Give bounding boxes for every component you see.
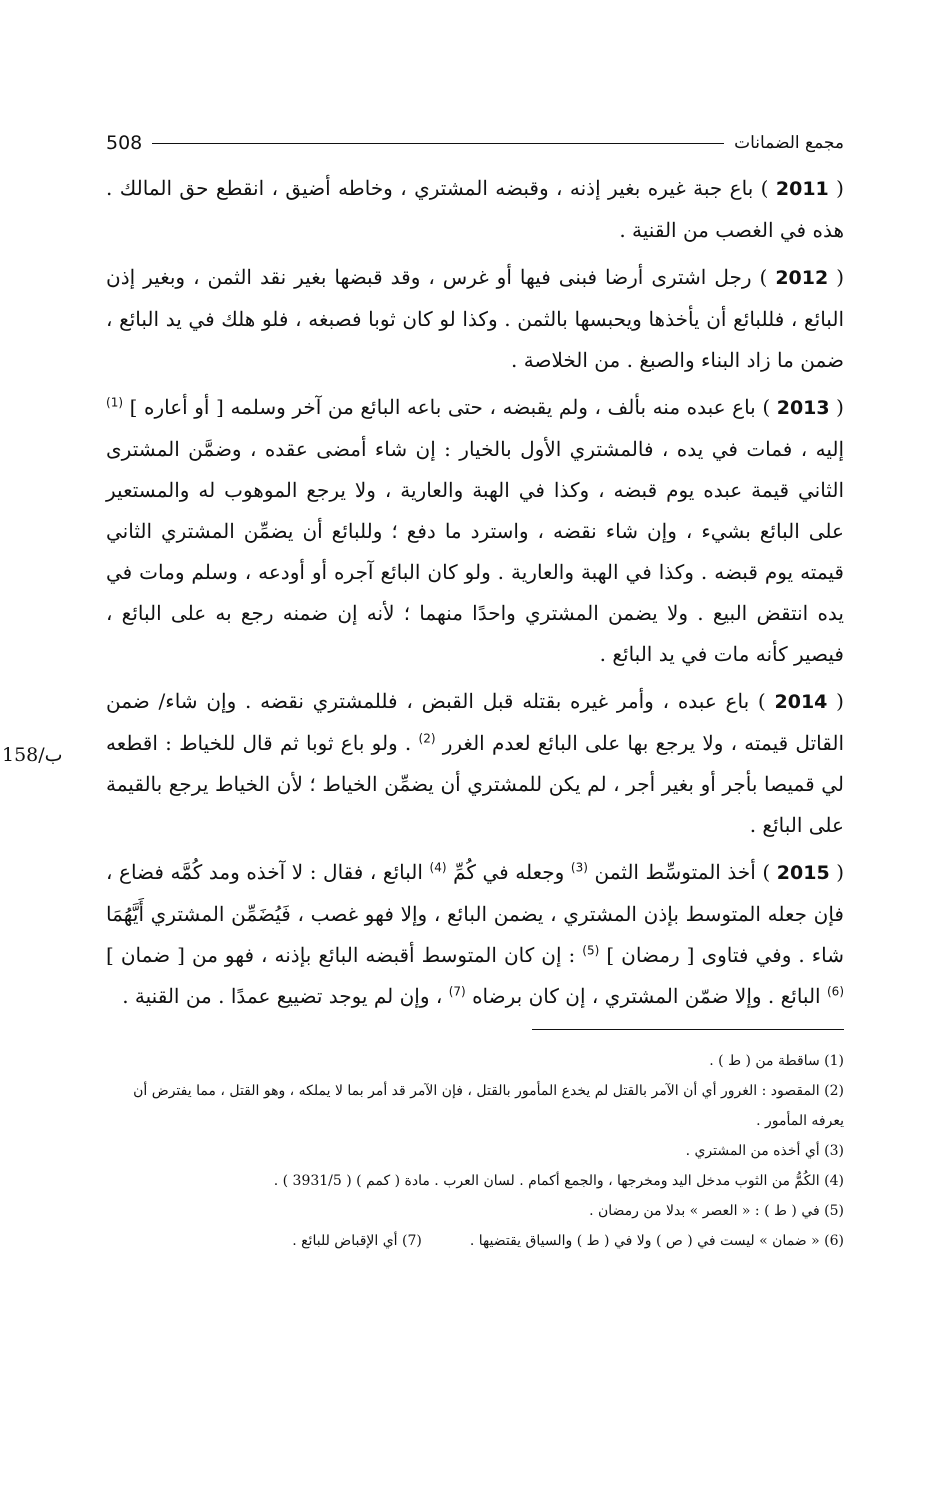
entry-text: إليه ، فمات في يده ، فالمشتري الأول بالخيار : إن شاء أمضى عقده ، وضمَّن المشترى الثاني قيمة عبده يوم قبضه ، وكذا في الهبة والعارية ، ولا يرجع الموهوب له والمستعير على البائع بشيء ، وإن شاء نقضه ، واسترد ما دفع ؛ وللبائع أن يضمِّن المشتري الثاني قيمته يوم قبضه . وكذا في الهبة والعارية . ولو كان البائع آجره أو أودعه ، وسلم ومات في يده انتقض البيع . ولا يضمن المشتري واحدًا منهما ؛ لأنه إن ضمنه رجع به على البائع ، فيصير كأنه مات في يد البائع . (106, 437, 845, 666)
footnote-1: (1) ساقطة من ( ط ) . (709, 1053, 844, 1069)
entry-text: وجعله في كُمِّ (453, 860, 565, 884)
footnote-separator (532, 1029, 844, 1030)
entry-2012: ( 2012 ) رجل اشترى أرضا فبنى فيها أو غرس ، وقد قبضها بغير نقد الثمن ، وبغير إذن البائع ، فللبائع أن يأخذها ويحبسها بالثمن . وكذا لو كان ثوبا فصبغه ، فلو هلك في يد البائع ، ضمن ما زاد البناء والصبغ . من الخلاصة . (106, 265, 844, 372)
entry-text: . ولو باع ثوبا ثم قال للخياط : اقطعه لي قميصا بأجر أو بغير أجر ، لم يكن للمشتري أن يضمِّن الخياط ؛ لأن الخياط يرجع بالقيمة على البائع . (106, 731, 844, 837)
entry-text: رجل اشترى أرضا فبنى فيها أو غرس ، وقد قبضها بغير نقد الثمن ، وبغير إذن البائع ، فللبائع أن يأخذها ويحبسها بالثمن . وكذا لو كان ثوبا فصبغه ، فلو هلك في يد البائع ، ضمن ما زاد البناء والصبغ . من الخلاصة . (106, 265, 844, 372)
entry-number: 2013 (776, 397, 830, 419)
entry-number: 2011 (775, 178, 829, 200)
footnote-2: (2) المقصود : الغرور أي أن الآمر بالقتل لم يخدع المأمور بالقتل ، فإن الآمر قد أمر بما لا يملكه ، وهو القتل ، مما يفترض أن يعرفه المأمور . (133, 1083, 844, 1129)
running-header (106, 126, 844, 160)
entry-text: البائع ، فقال : لا آخذه ومد كُمَّه فضاع ، فإن جعله المتوسط بإذن المشتري ، يضمن البائع ، وإلا فهو غصب ، فَيُضَمِّن المشتري أَيَّهُمَا شاء . وفي فتاوى [ رمضان ] (106, 860, 844, 967)
footnote-marker: (1) (106, 395, 124, 410)
header-rule (152, 143, 724, 144)
entry-text: : إن كان المتوسط أقبضه البائع بإذنه ، فهو من [ ضمان ] (106, 943, 576, 967)
entry-2014: ( 2014 ) باع عبده ، وأمر غيره بقتله قبل القبض ، فللمشتري نقضه . وإن شاء/ ضمن القاتل قيمته ، ولا يرجع بها على البائع لعدم الغرر $^{(2)}$ . ولو باع ثوبا ثم قال للخياط : اقطعه لي قميصا بأجر أو بغير أجر ، لم يكن للمشتري أن يضمِّن الخياط ؛ لأن الخياط يرجع بالقيمة على البائع . (106, 689, 845, 837)
footnote-5: (5) في ( ط ) : « العصر » بدلا من رمضان . (589, 1203, 844, 1219)
entry-2011: ( 2011 ) باع جبة غيره بغير إذنه ، وقبضه المشتري ، وخاطه أضيق ، انقطع حق المالك . هذه في الغصب من القنية . (106, 176, 844, 242)
footnote-marker: (6) (826, 984, 844, 999)
footnote-marker: (5) (582, 943, 600, 958)
main-text (106, 168, 844, 1017)
entry-text: باع عبده منه بألف ، ولم يقبضه ، حتى باعه البائع من آخر وسلمه [ أو أعاره ] (129, 395, 756, 419)
footnote-marker: (3) (570, 860, 588, 875)
entry-text: ، وإن لم يوجد تضييع عمدًا . من القنية . (122, 984, 443, 1008)
entry-text: باع عبده ، وأمر غيره بقتله قبل القبض ، فللمشتري نقضه . وإن شاء/ ضمن القاتل قيمته ، ولا يرجع بها على البائع لعدم الغرر (106, 689, 845, 755)
footnote-4: (4) الكُمُّ من الثوب مدخل اليد ومخرجها ، والجمع أكمام . لسان العرب . مادة ( كمم ) ( 3931/5 ) . (273, 1173, 844, 1189)
margin-folio-note: 158/ب (2, 744, 63, 766)
book-page (2, 126, 845, 1256)
entry-2013: ( 2013 ) باع عبده منه بألف ، ولم يقبضه ، حتى باعه البائع من آخر وسلمه [ أو أعاره ] $^{(1)}$ إليه ، فمات في يده ، فالمشتري الأول بالخيار : إن شاء أمضى عقده ، وضمَّن المشترى الثاني قيمة عبده يوم قبضه ، وكذا في الهبة والعارية ، ولا يرجع الموهوب له والمستعير على البائع بشيء ، وإن شاء نقضه ، واسترد ما دفع ؛ وللبائع أن يضمِّن المشتري الثاني قيمته يوم قبضه . وكذا في الهبة والعارية . ولو كان البائع آجره أو أودعه ، وسلم ومات في يده انتقض البيع . ولا يضمن المشتري واحدًا منهما ؛ لأنه إن ضمنه رجع به على البائع ، فيصير كأنه مات في يد البائع . (106, 395, 845, 666)
entry-text: باع جبة غيره بغير إذنه ، وقبضه المشتري ، وخاطه أضيق ، انقطع حق المالك . هذه في الغصب من القنية . (106, 176, 844, 242)
entry-text: أخذ المتوسِّط الثمن (594, 860, 756, 884)
footnote-row (106, 1136, 844, 1166)
footnote-marker: (2) (418, 731, 436, 746)
footnotes (106, 1046, 844, 1256)
footnote-marker: (4) (429, 860, 447, 875)
entry-number: 2012 (775, 267, 829, 289)
entry-2015: ( 2015 ) أخذ المتوسِّط الثمن $^{(3)}$ وجعله في كُمِّ $^{(4)}$ البائع ، فقال : لا آخذه ومد كُمَّه فضاع ، فإن جعله المتوسط بإذن المشتري ، يضمن البائع ، وإلا فهو غصب ، فَيُضَمِّن المشتري أَيَّهُمَا شاء . وفي فتاوى [ رمضان ] $^{(5)}$ : إن كان المتوسط أقبضه البائع بإذنه ، فهو من [ ضمان ] $^{(6)}$ البائع . وإلا ضمّن المشتري ، إن كان برضاه $^{(7)}$ ، وإن لم يوجد تضييع عمدًا . من القنية . (106, 860, 845, 1008)
entry-number: 2015 (776, 862, 830, 884)
footnote-3: (3) أي أخذه من المشتري . (685, 1143, 844, 1159)
footnote-7: (7) أي الإقباض للبائع . (292, 1233, 422, 1249)
footnote-6: (6) « ضمان » ليست في ( ص ) ولا في ( ط ) والسياق يقتضيها . (469, 1233, 844, 1249)
entry-number: 2014 (774, 691, 828, 713)
footnote-marker: (7) (448, 984, 466, 999)
page-number: 508 (106, 132, 143, 154)
running-title: مجمع الضمانات (734, 133, 844, 153)
entry-text: البائع . وإلا ضمّن المشتري ، إن كان برضاه (472, 984, 821, 1008)
footnote-row (106, 1226, 844, 1256)
